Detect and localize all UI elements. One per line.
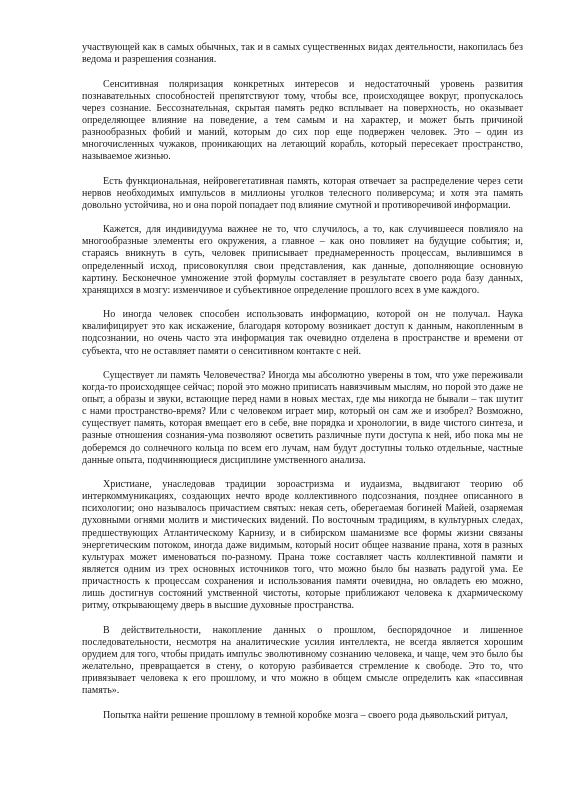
paragraph: Существует ли память Человечества? Иногда мы абсолютно уверены в том, что уже переживали когда-то происходящее сейчас; порой это можно приписать навязчивым мыслям, но порой это даже не опыт, а образы и звуки, встающие перед нами в новых местах, где мы никогда не бывали – так шутит с нами пространство-время? Или с человеком играет мир, который он сам же и изобрел? Возможно, существует память, которая вмещает его в себе, вне порядка и хронологии, в виде чистого синтеза, и разные отношения сознания-ума позволяют осветить различные пути доступа к ней, ибо пока мы не доберемся до солнечного кольца по всем его лучам, нам будут доступны только отдельные, частные данные опыта, подчиняющиеся дисциплине умственного анализа. xyxy=(82,370,523,466)
paragraph: Попытка найти решение прошлому в темной коробке мозга – своего рода дьявольский ритуал, xyxy=(103,709,508,721)
paragraph: Кажется, для индивидуума важнее не то, что случилось, а то, как случившееся повлияло на многообразные элементы его окружения, а главное – как оно повлияет на будущие события; и, стараясь вникнуть в суть, человек приписывает преднамеренность процессам, вылившимся в определенный исход, присовокупляя свои представления, как данные, дополняющие основную картину. Бесконечное умножение этой формулы составляет в результате своего рода базу данных, хранящихся в мозгу: изменчивое и субъективное определение прошлого всех в уме каждого. xyxy=(82,224,523,296)
paragraph: Христиане, унаследовав традиции зороастризма и иудаизма, выдвигают теорию об интеркоммуникациях, создающих нечто вроде коллективного подсознания, позднее описанного в психологии; оно называлось причастием святых: некая сеть, оберегаемая богиней Майей, озаряемая духовными огнями молитв и мистических видений. По восточным традициям, в культурных следах, предшествующих Атлантическому Карнизу, и в сибирском шаманизме все формы жизни связаны энергетическим потоком, иногда даже видимым, который носит общее название прана, хотя в разных культурах может именоваться по-разному. Прана тоже составляет часть коллективной памяти и является одним из трех основных источников того, что можно было бы назвать радугой ума. Ее причастность к процессам сохранения и использования памяти очевидна, но овладеть ею можно, лишь достигнув состояний умственной чистоты, которые приближают человека к дхармическому ритму, открывающему дверь в высшие духовные пространства. xyxy=(82,479,523,612)
paragraph: Но иногда человек способен использовать информацию, которой он не получал. Наука квалифицирует это как искажение, благодаря которому возникает доступ к данным, накопленным в подсознании, но очень часто эта информация так очевидно отделена в пространстве и времени от субъекта, что не оставляет памяти о сенситивном контакте с ней. xyxy=(82,309,523,357)
paragraph: Сенситивная поляризация конкретных интересов и недостаточный уровень развития познавательных способностей препятствуют тому, чтобы все, происходящее вокруг, пропускалось через сознание. Бессознательная, скрытая память редко всплывает на поверхность, но оказывает определяющее влияние на поведение, а тем самым и на характер, и может быть причиной разнообразных фобий и маний, которым до сих пор еще подвержен человек. Это – один из многочисленных чужаков, проникающих на летающий корабль, который пересекает пространство, называемое жизнью. xyxy=(82,78,523,163)
paragraph: Есть функциональная, нейровегетативная память, которая отвечает за распределение через сети нервов необходимых импульсов в миллионы уголков телесного поливерсума; и хотя эта память довольно устойчива, но и она порой попадает под влияние смутной и противоречивой информации. xyxy=(82,175,523,211)
paragraph: В действительности, накопление данных о прошлом, беспорядочное и лишенное последовательности, несмотря на аналитические усилия интеллекта, не всегда является хорошим орудием для того, чтобы придать импульс эволютивному сознанию человека, и чаще, чем это было бы желательно, превращается в стену, о которую разбивается стремление к свободе. Это то, что привязывает человека к его прошлому, и что можно в общем смысле определить как «пассивная память». xyxy=(82,624,523,697)
paragraph-continuation: участвующей как в самых обычных, так и в самых существенных видах деятельности, накопилась без ведома и разрешения сознания. xyxy=(82,42,523,66)
